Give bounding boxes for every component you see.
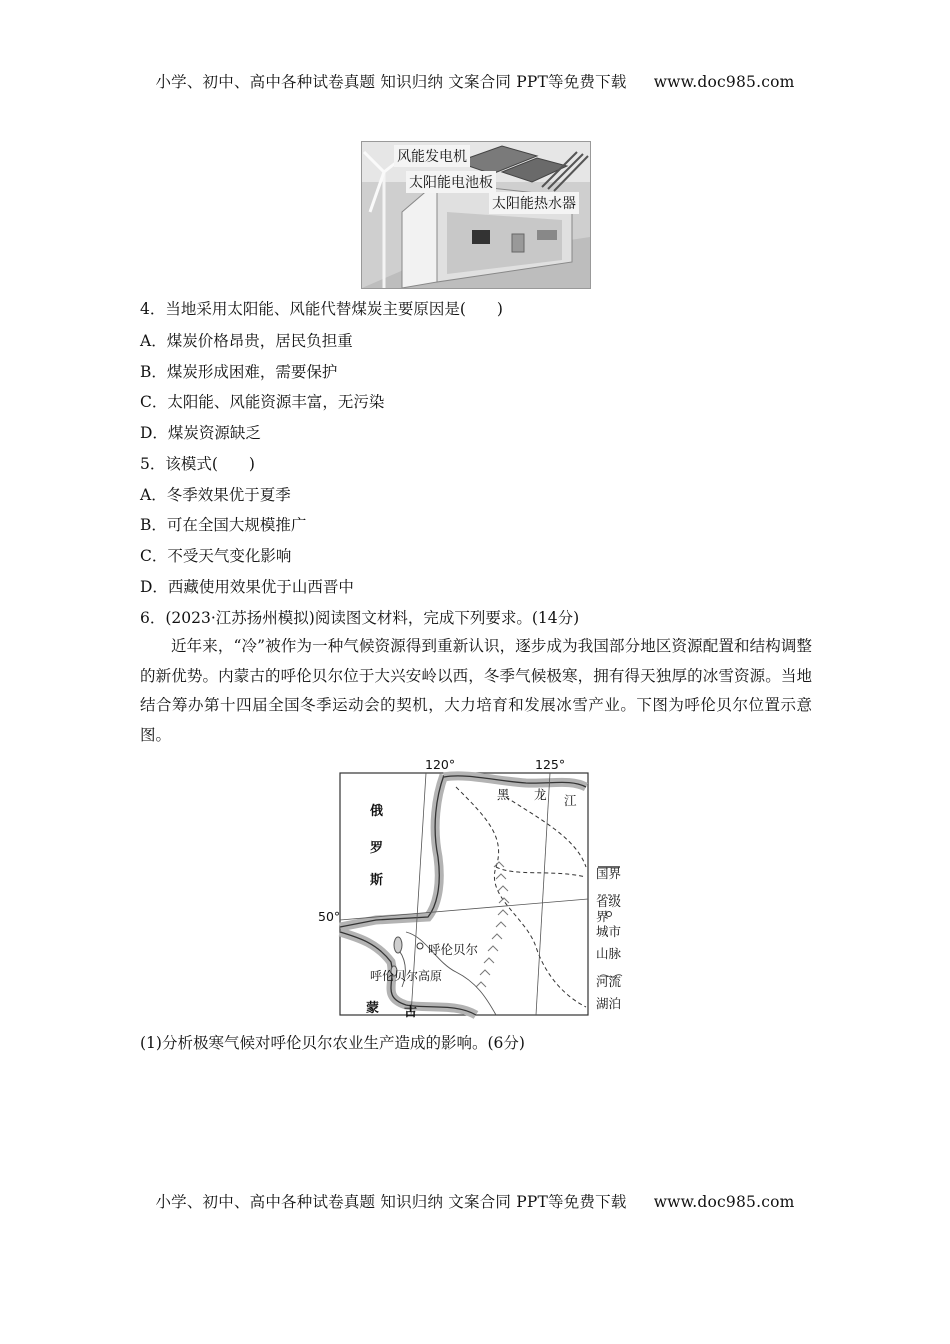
footer-url[interactable]: www.doc985.com bbox=[653, 1193, 795, 1211]
legend-mountain: 山脉 bbox=[596, 946, 622, 961]
page-header bbox=[0, 70, 950, 92]
map-city-hulunbuir: 呼伦贝尔 bbox=[428, 942, 479, 957]
map-label-gu: 古 bbox=[404, 1005, 418, 1020]
map-label-long: 龙 bbox=[534, 787, 547, 802]
energy-house-figure bbox=[361, 141, 591, 289]
q6-sub1: (1)分析极寒气候对呼伦贝尔农业生产造成的影响。(6分) bbox=[140, 1034, 525, 1052]
map-label-e: 俄 bbox=[370, 804, 384, 819]
header-url[interactable]: www.doc985.com bbox=[653, 73, 795, 91]
legend-province: 省级界 bbox=[596, 894, 622, 924]
map-label-si: 斯 bbox=[370, 873, 384, 888]
label-wind-generator: 风能发电机 bbox=[394, 145, 470, 167]
hulunbuir-location-map bbox=[318, 757, 636, 1020]
q5-stem: 5．该模式( ) bbox=[140, 455, 255, 473]
q4-option-c[interactable]: C．太阳能、风能资源丰富，无污染 bbox=[140, 393, 385, 411]
q5-option-c[interactable]: C．不受天气变化影响 bbox=[140, 547, 292, 565]
map-lat-50: 50° bbox=[318, 909, 341, 924]
map-lon-125: 125° bbox=[535, 757, 566, 772]
footer-text: 小学、初中、高中各种试卷真题 知识归纳 文案合同 PPT等免费下载 bbox=[155, 1193, 627, 1211]
q4-option-b[interactable]: B．煤炭形成困难，需要保护 bbox=[140, 363, 338, 381]
map-legend bbox=[596, 866, 630, 1011]
q4-option-a[interactable]: A．煤炭价格昂贵，居民负担重 bbox=[140, 332, 353, 350]
q4-stem: 4．当地采用太阳能、风能代替煤炭主要原因是( ) bbox=[140, 300, 503, 318]
map-label-luo: 罗 bbox=[370, 841, 384, 856]
q5-option-a[interactable]: A．冬季效果优于夏季 bbox=[140, 486, 291, 504]
map-lon-120: 120° bbox=[425, 757, 456, 772]
header-text: 小学、初中、高中各种试卷真题 知识归纳 文案合同 PPT等免费下载 bbox=[155, 73, 627, 91]
q6-stem: 6．(2023·江苏扬州模拟)阅读图文材料，完成下列要求。(14分) bbox=[140, 609, 580, 627]
label-solar-panel: 太阳能电池板 bbox=[406, 171, 496, 193]
q6-paragraph: 近年来，“冷”被作为一种气候资源得到重新认识，逐步成为我国部分地区资源配置和结构调整的新优势。内蒙古的呼伦贝尔位于大兴安岭以西，冬季气候极寒，拥有得天独厚的冰雪资源。当地结合筹办第十四届全国冬季运动会的契机，大力培育和发展冰雪产业。下图为呼伦贝尔位置示意图。 bbox=[140, 637, 812, 744]
q5-option-d[interactable]: D．西藏使用效果优于山西晋中 bbox=[140, 578, 354, 596]
legend-river: 河流 bbox=[596, 974, 622, 989]
map-hulunbuir-plateau: 呼伦贝尔高原 bbox=[370, 969, 443, 983]
map-label-meng: 蒙 bbox=[366, 1001, 380, 1016]
legend-lake: 湖泊 bbox=[596, 996, 622, 1011]
map-label-hei: 黑 bbox=[497, 787, 510, 802]
page-footer bbox=[0, 1190, 950, 1212]
label-solar-heater: 太阳能热水器 bbox=[489, 192, 579, 214]
q4-option-d[interactable]: D．煤炭资源缺乏 bbox=[140, 424, 261, 442]
legend-border: 国界 bbox=[596, 866, 622, 881]
q5-option-b[interactable]: B．可在全国大规模推广 bbox=[140, 516, 307, 534]
legend-city: 城市 bbox=[596, 924, 622, 939]
map-label-jiang: 江 bbox=[564, 793, 577, 808]
